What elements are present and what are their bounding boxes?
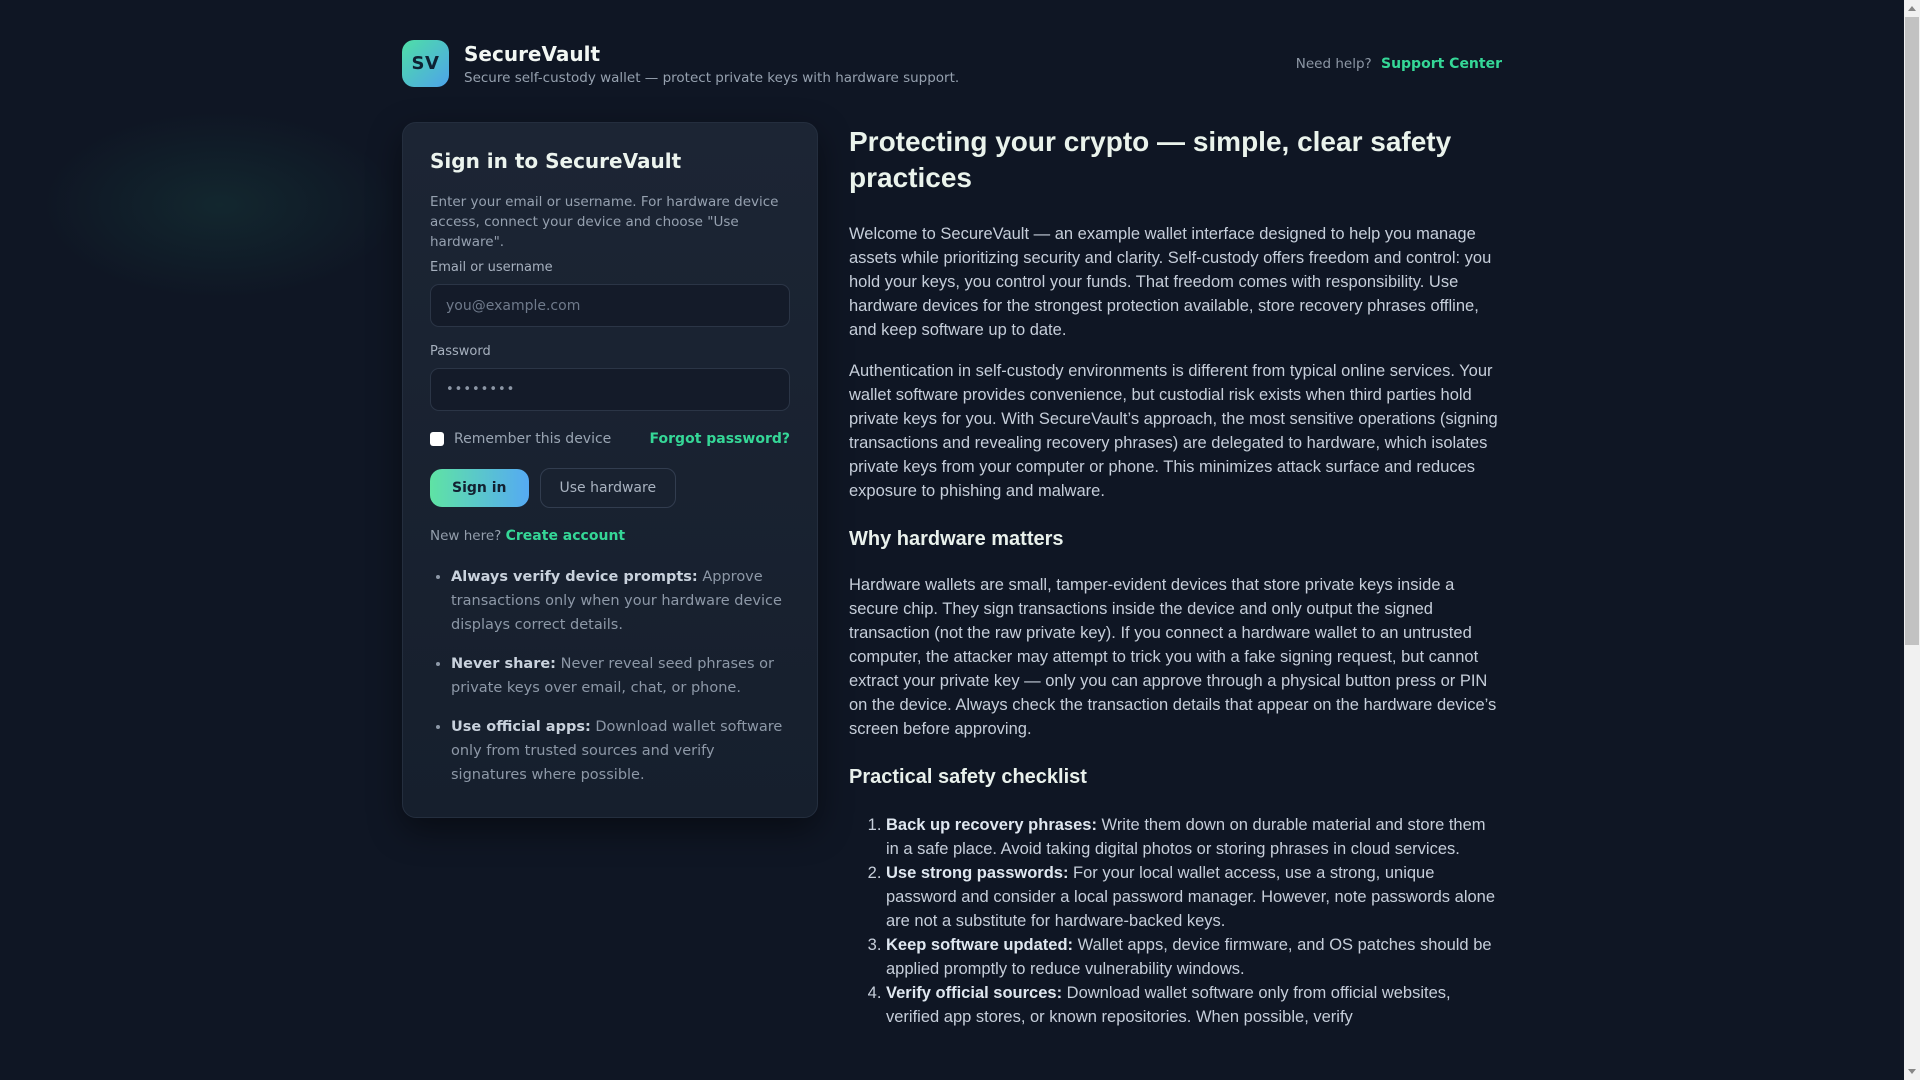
article-paragraph-1: Welcome to SecureVault — an example wallet interface designed to help you manage assets while prioritizing security and clarity. Self-custody offers freedom and control: you hold your keys, you control your funds. That freedom comes with responsibility. Use hardware devices for the strongest protection available, store recovery phrases offline, and keep software up to date. <box>849 225 1492 340</box>
decorative-glow <box>40 110 400 300</box>
browser-scrollbar[interactable] <box>1904 0 1920 1080</box>
remember-label: Remember this device <box>454 431 612 447</box>
help-area <box>1296 56 1502 72</box>
list-item-lead: Verify official sources: <box>886 984 1063 1003</box>
use-hardware-button[interactable]: Use hardware <box>540 468 677 508</box>
heading-why-hardware-matters: Why hardware matters <box>849 528 1064 551</box>
article-paragraph-2: Authentication in self-custody environments is different from typical online services. Your wallet software provides convenience, but custodial risk exists when third parties hold private keys for you. With SecureVault’s approach, the most sensitive operations (signing transactions and revealing recovery phrases) are delegated to hardware, which isolates private keys from your computer or phone. This minimizes attack surface and reduces exposure to phishing and malware. <box>849 362 1498 501</box>
brand <box>402 40 959 87</box>
password-label: Password <box>430 344 491 359</box>
list-item: 3. Keep software updated: Wallet apps, device firmware, and OS patches should be applied promptly to reduce vulnerability windows. <box>886 933 1502 981</box>
password-input[interactable] <box>430 368 790 411</box>
article-paragraph-3: Hardware wallets are small, tamper-evident devices that store private keys inside a secure chip. They sign transactions inside the device and only output the signed transaction (not the raw private key). If you connect a hardware wallet to an untrusted computer, the attacker may attempt to trick you with a fake signing request, but cannot extract your private key — only you can approve through a physical button press or PIN on the device. Always check the transaction details that appear on the hardware device’s screen before approving. <box>849 576 1497 739</box>
remember-device-option[interactable] <box>430 431 611 447</box>
main-content <box>402 122 1502 1029</box>
create-account-link[interactable]: Create account <box>505 528 626 544</box>
support-center-link[interactable]: Support Center <box>1380 55 1502 72</box>
email-input[interactable] <box>430 284 790 327</box>
need-help-text: Need help? <box>1295 55 1372 72</box>
list-item: • Always verify device prompts: Approve transactions only when your hardware device displays correct details. <box>451 565 790 637</box>
safety-article <box>849 122 1502 1029</box>
app-logo <box>402 40 449 87</box>
remember-checkbox[interactable] <box>430 432 444 446</box>
scrollbar-thumb[interactable] <box>1905 17 1919 645</box>
sign-in-button[interactable]: Sign in <box>430 469 529 507</box>
signin-card <box>402 122 818 818</box>
forgot-password-link[interactable]: Forgot password? <box>649 431 790 447</box>
article-title: Protecting your crypto — simple, clear safety practices <box>849 126 1452 194</box>
app-title: SecureVault <box>464 41 601 66</box>
signin-tips-list <box>430 565 790 787</box>
list-item: 4. Verify official sources: Download wallet software only from official websites, verified app stores, or known repositories. When possible, verify <box>886 981 1502 1029</box>
header <box>402 0 1502 87</box>
list-item: • Use official apps: Download wallet software only from trusted sources and verify signatures where possible. <box>451 715 790 787</box>
list-item-lead: Never share: <box>451 656 556 672</box>
email-label: Email or username <box>430 260 553 275</box>
list-item-lead: Keep software updated: <box>886 936 1074 955</box>
app-subtitle: Secure self-custody wallet — protect private keys with hardware support. <box>464 69 960 86</box>
list-item-lead: Use strong passwords: <box>886 864 1069 883</box>
list-item-lead: Use official apps: <box>451 719 591 735</box>
app-logo-text: SV <box>411 53 440 74</box>
list-item-lead: Always verify device prompts: <box>451 569 698 585</box>
scrollbar-down-arrow-icon[interactable] <box>1904 1063 1920 1080</box>
list-item: • Never share: Never reveal seed phrases or private keys over email, chat, or phone. <box>451 652 790 700</box>
safety-checklist <box>849 813 1502 1029</box>
new-here-text: New here? <box>430 528 502 544</box>
signin-description: Enter your email or username. For hardware device access, connect your device and choose "Use hardware". <box>430 194 779 250</box>
heading-practical-safety-checklist: Practical safety checklist <box>849 766 1087 789</box>
list-item: 2. Use strong passwords: For your local wallet access, use a strong, unique password and consider a local password manager. However, note passwords alone are not a substitute for hardware-backed keys. <box>886 861 1502 933</box>
list-item: 1. Back up recovery phrases: Write them down on durable material and store them in a safe place. Avoid taking digital photos or storing phrases in cloud services. <box>886 813 1502 861</box>
scrollbar-up-arrow-icon[interactable] <box>1904 0 1920 17</box>
list-item-lead: Back up recovery phrases: <box>886 816 1097 835</box>
signin-title: Sign in to SecureVault <box>430 149 682 173</box>
